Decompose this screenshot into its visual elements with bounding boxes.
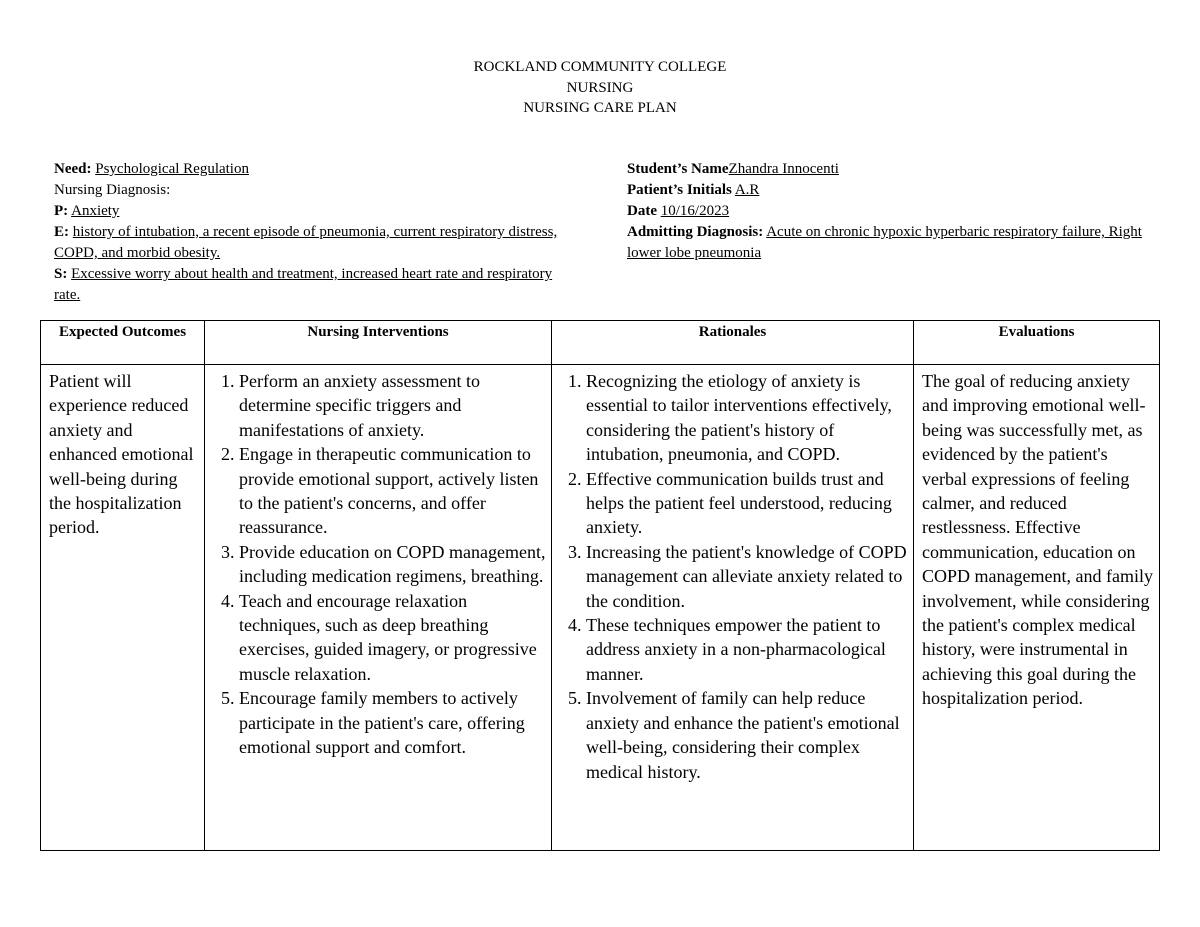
etiology-row: [54, 222, 574, 264]
table-row: [41, 365, 1160, 851]
need-value: Psychological Regulation: [95, 161, 249, 177]
student-name-value: Zhandra Innocenti: [728, 161, 839, 177]
problem-value: Anxiety: [71, 203, 120, 219]
outcome-cell: [41, 365, 205, 851]
symptoms-label: S:: [54, 266, 68, 282]
diagnosis-info: [54, 159, 574, 306]
expected-outcome-text: Patient will experience reduced anxiety and enhanced emotional well-being during the hospitalization period.: [49, 371, 194, 538]
evaluations-header: Evaluations: [914, 321, 1160, 365]
college-name: ROCKLAND COMMUNITY COLLEGE: [473, 59, 727, 75]
etiology-value: history of intubation, a recent episode of pneumonia, current respiratory distress, COPD, and morbid obesity.: [54, 224, 558, 261]
nursing-diagnosis-label: Nursing Diagnosis:: [54, 182, 171, 198]
student-name-label: Student’s Name: [627, 161, 729, 177]
problem-row: [54, 201, 574, 222]
rationale-item: 3. Increasing the patient's knowledge of COPD management can alleviate anxiety related to the condition.: [586, 540, 909, 613]
symptoms-row: [54, 264, 574, 306]
intervention-item: 2. Engage in therapeutic communication to provide emotional support, actively listen to the patient's concerns, and offer reassurance.: [239, 442, 547, 540]
rationale-item: 4. These techniques empower the patient to address anxiety in a non-pharmacological manner.: [586, 613, 909, 686]
date-label: Date: [627, 203, 657, 219]
document-header: [0, 57, 1200, 119]
table-header-row: [41, 321, 1160, 365]
intervention-item: 4. Teach and encourage relaxation techniques, such as deep breathing exercises, guided imagery, or progressive muscle relaxation.: [239, 589, 547, 687]
patient-initials-row: [627, 180, 1157, 201]
document-title: NURSING CARE PLAN: [523, 100, 677, 116]
rationale-item: 2. Effective communication builds trust and helps the patient feel understood, reducing anxiety.: [586, 467, 909, 540]
date-row: [627, 201, 1157, 222]
rationales-header: Rationales: [552, 321, 914, 365]
nursing-interventions-header: Nursing Interventions: [205, 321, 552, 365]
interventions-cell: [205, 365, 552, 851]
interventions-list: [205, 365, 551, 760]
rationale-item: 1. Recognizing the etiology of anxiety is essential to tailor interventions effectively, considering the patient's history of intubation, pneumonia, and COPD.: [586, 369, 909, 467]
problem-label: P:: [54, 203, 69, 219]
admitting-diagnosis-label: Admitting Diagnosis:: [627, 224, 764, 240]
patient-initials-label: Patient’s Initials: [627, 182, 732, 198]
intervention-item: 1. Perform an anxiety assessment to determine specific triggers and manifestations of anxiety.: [239, 369, 547, 442]
rationale-item: 5. Involvement of family can help reduce anxiety and enhance the patient's emotional well-being, considering their complex medical history.: [586, 686, 909, 784]
date-value: 10/16/2023: [660, 203, 730, 219]
intervention-item: 3. Provide education on COPD management, including medication regimens, breathing.: [239, 540, 547, 589]
need-label: Need:: [54, 161, 92, 177]
intervention-item: 5. Encourage family members to actively participate in the patient's care, offering emotional support and comfort.: [239, 686, 547, 759]
care-plan-table: [40, 320, 1160, 851]
patient-initials-value: A.R: [734, 182, 760, 198]
student-name-row: [627, 159, 1157, 180]
etiology-label: E:: [54, 224, 69, 240]
evaluation-cell: [914, 365, 1160, 851]
rationales-cell: [552, 365, 914, 851]
symptoms-value: Excessive worry about health and treatment, increased heart rate and respiratory rate.: [54, 266, 553, 303]
need-row: [54, 159, 574, 180]
department-name: NURSING: [566, 79, 634, 96]
admitting-diagnosis-value: Acute on chronic hypoxic hyperbaric respiratory failure, Right lower lobe pneumonia: [627, 224, 1142, 261]
patient-info: [627, 159, 1157, 264]
expected-outcomes-header: Expected Outcomes: [41, 321, 205, 365]
rationales-list: [552, 365, 913, 784]
admitting-diagnosis-row: [627, 222, 1157, 264]
evaluation-text: The goal of reducing anxiety and improving emotional well-being was successfully met, as evidenced by the patient's verbal expressions of feeling calmer, and reduced restlessness. Effective communication, education on COPD management, and family involvement, while considering the patient's complex medical history, were instrumental in achieving this goal during the hospitalization period.: [922, 371, 1153, 709]
